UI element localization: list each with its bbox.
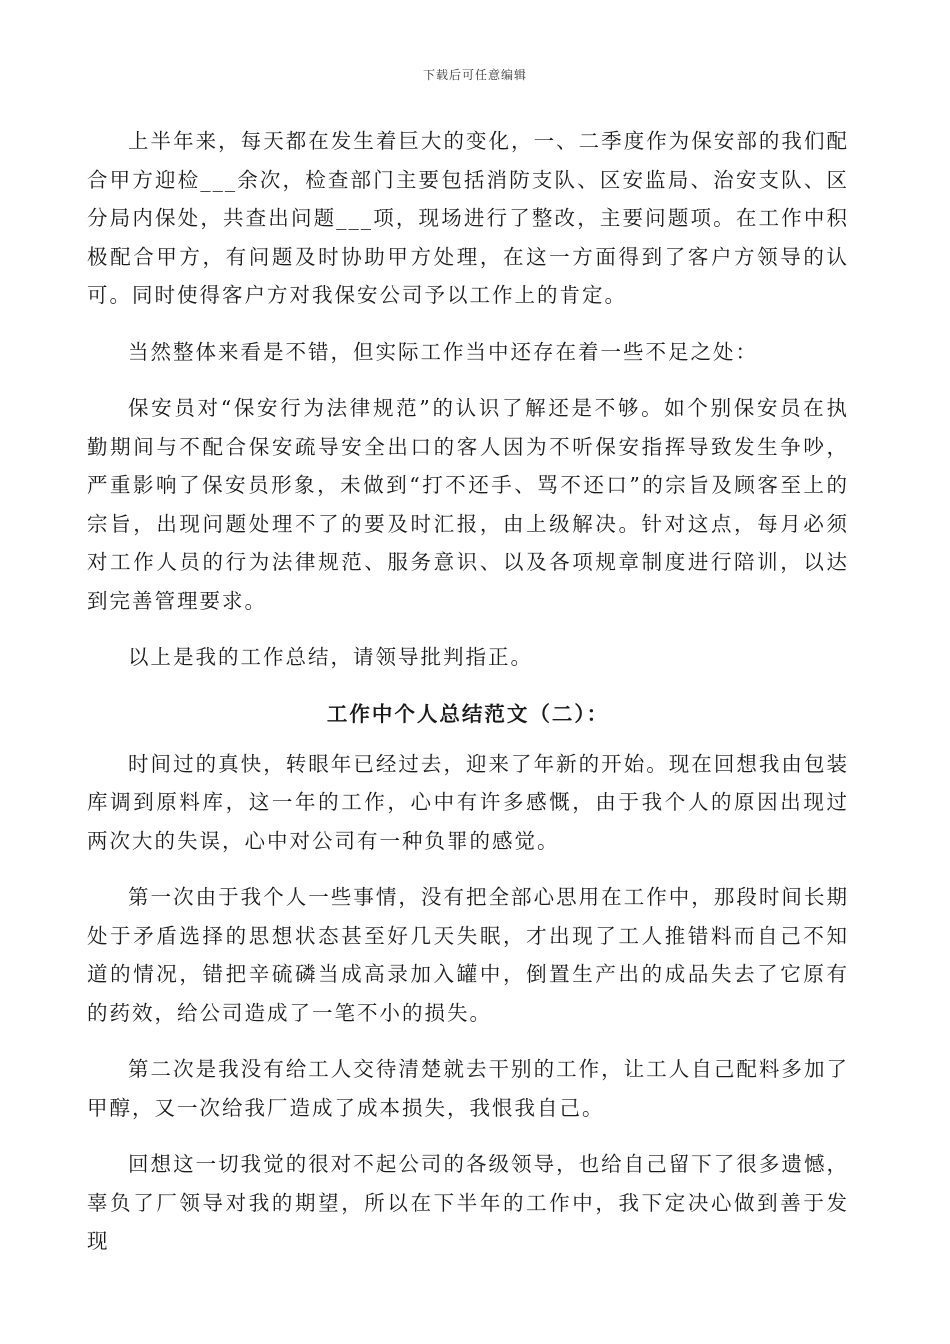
paragraph-3: 保安员对“保安行为法律规范”的认识了解还是不够。如个别保安员在执勤期间与不配合保安疏导安全出口的客人因为不听保安指挥导致发生争吵，严重影响了保安员形象，未做到“打不还手、骂不还口”的宗旨及顾客至上的宗旨，出现问题处理不了的要及时汇报，由上级解决。针对这点，每月必须对工作人员的行为法律规范、服务意识、以及各项规章制度进行陪训，以达到完善管理要求。 (87, 396, 849, 613)
paragraph-6: 第一次由于我个人一些事情，没有把全部心思用在工作中，那段时间长期处于矛盾选择的思想状态甚至好几天失眠，才出现了工人推错料而自己不知道的情况，错把辛硫磷当成高录加入罐中，倒置生产出的成品失去了它原有的药效，给公司造成了一笔不小的损失。 (87, 885, 849, 1025)
paragraph-1: 上半年来，每天都在发生着巨大的变化，一、二季度作为保安部的我们配合甲方迎检___余次，检查部门主要包括消防支队、区安监局、治安支队、区分局内保处，共查出问题___项，现场进行了整改，主要问题项。在工作中积极配合甲方，有问题及时协助甲方处理，在这一方面得到了客户方领导的认可。同时使得客户方对我保安公司予以工作上的肯定。 (87, 129, 849, 307)
paragraph-5: 时间过的真快，转眼年已经过去，迎来了年新的开始。现在回想我由包装库调到原料库，这一年的工作，心中有许多感慨，由于我个人的原因出现过两次大的失误，心中对公司有一种负罪的感觉。 (87, 751, 849, 853)
paragraph-7: 第二次是我没有给工人交待清楚就去干别的工作，让工人自己配料多加了甲醇，又一次给我厂造成了成本损失，我恨我自己。 (87, 1057, 849, 1120)
paragraph-8: 回想这一切我觉的很对不起公司的各级领导，也给自己留下了很多遗憾，辜负了厂领导对我的期望，所以在下半年的工作中，我下定决心做到善于发现 (87, 1152, 849, 1253)
paragraph-4: 以上是我的工作总结，请领导批判指正。 (128, 645, 533, 669)
document-body (87, 122, 849, 1279)
section-title: 工作中个人总结范文（二）： (326, 701, 610, 726)
header-note: 下载后可任意编辑 (422, 68, 527, 82)
paragraph-2: 当然整体来看是不错，但实际工作当中还存在着一些不足之处： (128, 339, 758, 364)
